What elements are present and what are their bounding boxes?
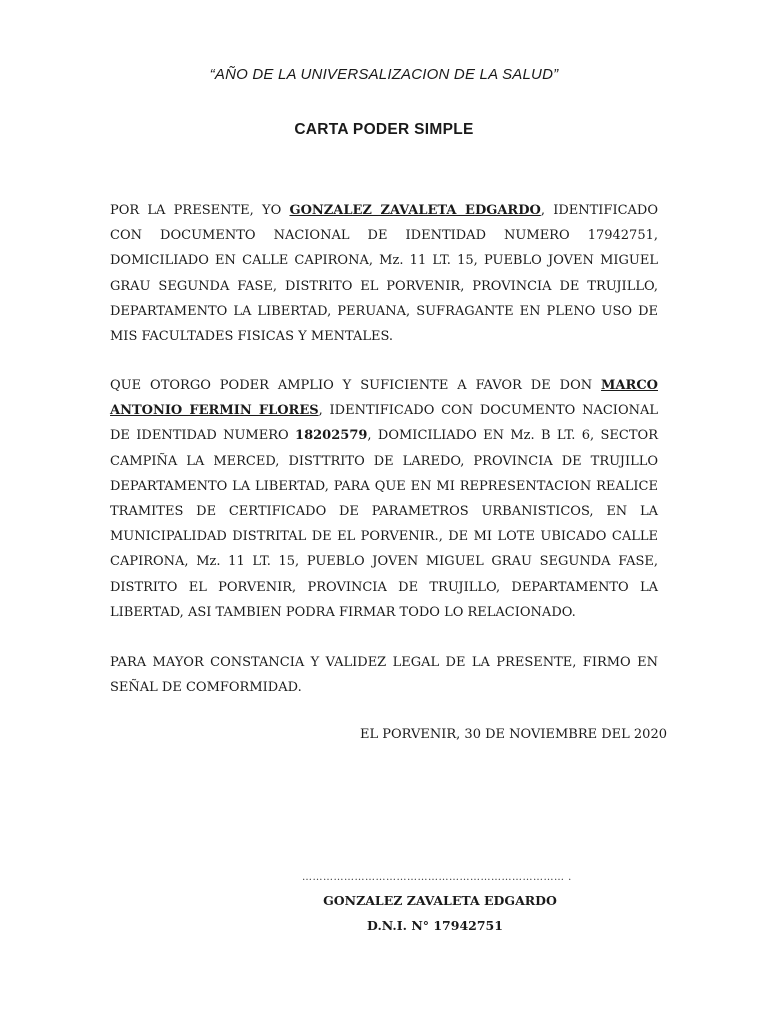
- grantee-dni: 18202579: [295, 428, 368, 444]
- grantor-name: GONZALEZ ZAVALETA EDGARDO: [289, 203, 541, 218]
- document-title: CARTA PODER SIMPLE: [294, 121, 474, 138]
- paragraph-grantor: [110, 198, 658, 349]
- signature-name: GONZALEZ ZAVALETA EDGARDO: [323, 893, 557, 908]
- signature-line: ………………………………………………………………… .: [302, 872, 572, 883]
- year-motto: “AÑO DE LA UNIVERSALIZACION DE LA SALUD”: [209, 66, 559, 83]
- paragraph-grant-mid: , IDENTIFICADO CON DOCUMENTO NACIONAL DE IDENTIDAD NUMERO: [110, 403, 658, 444]
- signature-dni: D.N.I. N° 17942751: [367, 918, 503, 933]
- paragraph-grant-intro: QUE OTORGO PODER AMPLIO Y SUFICIENTE A FAVOR DE DON: [110, 378, 602, 393]
- paragraph-closing: PARA MAYOR CONSTANCIA Y VALIDEZ LEGAL DE LA PRESENTE, FIRMO EN SEÑAL DE COMFORMIDAD.: [110, 655, 658, 696]
- grantee-name: MARCO ANTONIO FERMIN FLORES: [110, 378, 658, 419]
- paragraph-grantor-rest: , IDENTIFICADO CON DOCUMENTO NACIONAL DE IDENTIDAD NUMERO 17942751, DOMICILIADO EN CALLE CAPIRONA, Mz. 11 LT. 15, PUEBLO JOVEN MIGUEL GRAU SEGUNDA FASE, DISTRITO EL PORVENIR, PROVINCIA DE TRUJILLO, DEPARTAMENTO LA LIBERTAD, PERUANA, SUFRAGANTE EN PLENO USO DE MIS FACULTADES FISICAS Y MENTALES.: [110, 203, 658, 345]
- paragraph-grant-rest: , DOMICILIADO EN Mz. B LT. 6, SECTOR CAMPIÑA LA MERCED, DISTTRITO DE LAREDO, PROVINCIA DE TRUJILLO DEPARTAMENTO LA LIBERTAD, PARA QUE EN MI REPRESENTACION REALICE TRAMITES DE CERTIFICADO DE PARAMETROS URBANISTICOS, EN LA MUNICIPALIDAD DISTRITAL DE EL PORVENIR., DE MI LOTE UBICADO CALLE CAPIRONA, Mz. 11 LT. 15, PUEBLO JOVEN MIGUEL GRAU SEGUNDA FASE, DISTRITO EL PORVENIR, PROVINCIA DE TRUJILLO, DEPARTAMENTO LA LIBERTAD, ASI TAMBIEN PODRA FIRMAR TODO LO RELACIONADO.: [110, 428, 658, 620]
- paragraph-grantor-intro: POR LA PRESENTE, YO: [110, 203, 290, 218]
- date-line: EL PORVENIR, 30 DE NOVIEMBRE DEL 2020: [360, 727, 667, 742]
- paragraph-grant: [110, 373, 658, 625]
